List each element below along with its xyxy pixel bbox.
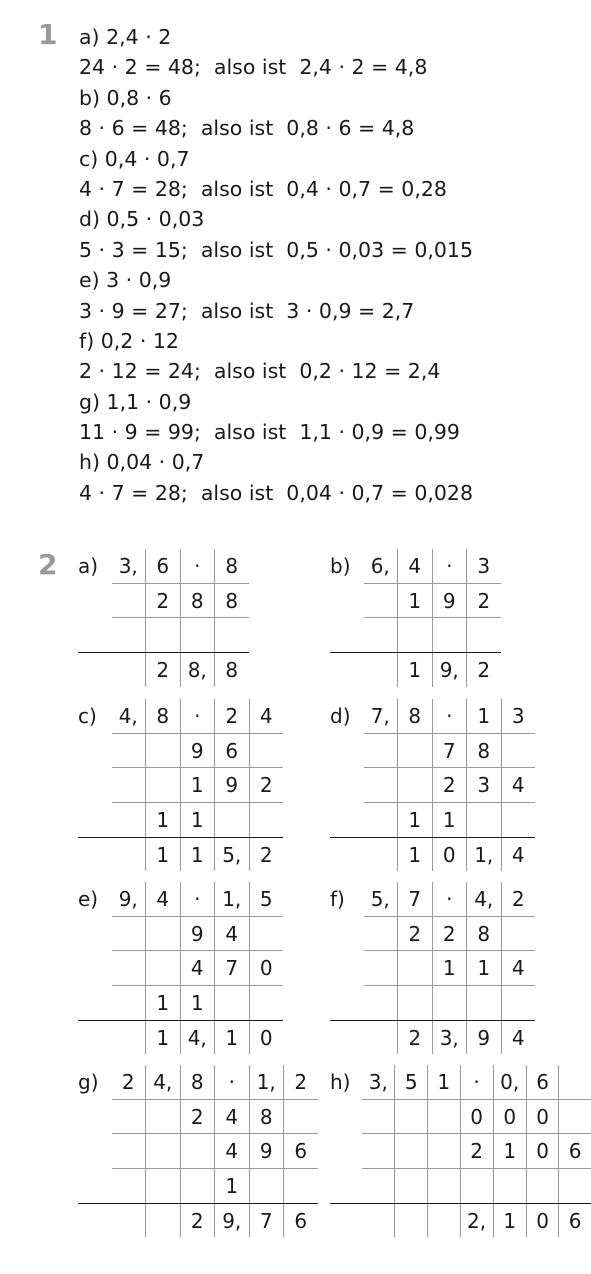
grid-cell: 1 bbox=[398, 583, 433, 618]
grid-cell bbox=[493, 1169, 526, 1204]
grid-cell: 2 bbox=[477, 657, 491, 682]
grid-cell: 8 bbox=[215, 583, 249, 618]
grid-cell: 1 bbox=[180, 986, 215, 1021]
grid-cell bbox=[112, 768, 146, 803]
grid-cell bbox=[364, 951, 398, 986]
grid-cell: 8 bbox=[249, 1099, 284, 1134]
grid-cell: 6, bbox=[364, 549, 398, 583]
grid-cell bbox=[112, 1203, 146, 1237]
blank-cell bbox=[78, 653, 112, 687]
grid-cell bbox=[501, 733, 535, 768]
grid-cell: 3 bbox=[467, 549, 501, 583]
grid-cell: 0 bbox=[432, 837, 467, 871]
grid-cell bbox=[249, 733, 283, 768]
exercise-1-solutions bbox=[79, 22, 473, 508]
line-e-task: e) 3 · 0,9 bbox=[79, 268, 172, 293]
grid-cell bbox=[112, 1134, 146, 1169]
grid-cell: 2 bbox=[180, 1203, 215, 1237]
blank-cell bbox=[330, 733, 364, 768]
grid-cell bbox=[284, 1099, 318, 1134]
grid-cell: 1 bbox=[432, 951, 467, 986]
grid-cell: 1 bbox=[180, 803, 215, 838]
grid-cell bbox=[146, 1203, 181, 1237]
grid-cell: 4 bbox=[501, 768, 535, 803]
line-d-solution: 5 · 3 = 15; also ist 0,5 · 0,03 = 0,015 bbox=[79, 237, 474, 262]
grid-cell bbox=[364, 733, 398, 768]
grid-cell bbox=[362, 1203, 395, 1237]
line-g-task: g) 1,1 · 0,9 bbox=[79, 389, 192, 414]
grid-cell: 9 bbox=[215, 768, 250, 803]
grid-cell: · bbox=[180, 882, 215, 916]
blank-cell bbox=[330, 803, 364, 838]
grid-cell: 9 bbox=[467, 1020, 502, 1054]
grid-cell bbox=[364, 768, 398, 803]
grid-cell bbox=[249, 1169, 284, 1204]
grid-cell bbox=[398, 951, 433, 986]
blank-cell bbox=[78, 768, 112, 803]
multiplication-grid-h bbox=[330, 1065, 591, 1237]
blank-cell bbox=[78, 618, 112, 653]
grid-cell: 2 bbox=[259, 842, 273, 867]
grid-cell: 2 bbox=[432, 916, 467, 951]
grid-cell bbox=[249, 803, 283, 838]
grid-cell: 0 bbox=[249, 951, 283, 986]
grid-cell: 1 bbox=[427, 1065, 460, 1099]
line-b-solution: 8 · 6 = 48; also ist 0,8 · 6 = 4,8 bbox=[79, 116, 415, 141]
grid-cell: 1, bbox=[215, 882, 250, 916]
grid-cell: 9, bbox=[112, 882, 146, 916]
grid-cell: 8 bbox=[467, 916, 502, 951]
blank-cell bbox=[330, 1134, 362, 1169]
exercise-number-2: 2 bbox=[38, 548, 58, 581]
grid-cell bbox=[460, 1169, 493, 1204]
grid-cell: 2 bbox=[460, 1134, 493, 1169]
line-d-task: d) 0,5 · 0,03 bbox=[79, 207, 205, 232]
blank-cell bbox=[330, 916, 364, 951]
grid-cell: 9, bbox=[432, 653, 467, 687]
grid-cell: 1 bbox=[432, 803, 467, 838]
grid-cell: 9, bbox=[215, 1203, 250, 1237]
blank-cell bbox=[330, 951, 364, 986]
grid-cell: 0, bbox=[493, 1065, 526, 1099]
grid-cell: 1 bbox=[467, 951, 502, 986]
grid-cell: 4 bbox=[501, 951, 535, 986]
grid-cell: 2 bbox=[467, 583, 501, 618]
grid-cell: 8 bbox=[467, 733, 502, 768]
grid-cell: 6 bbox=[559, 1134, 591, 1169]
grid-cell: 2 bbox=[501, 882, 535, 916]
grid-cell bbox=[112, 1169, 146, 1204]
grid-cell: · bbox=[432, 549, 467, 583]
grid-cell bbox=[501, 803, 535, 838]
line-c-task: c) 0,4 · 0,7 bbox=[79, 146, 190, 171]
grid-cell: 2, bbox=[460, 1203, 493, 1237]
grid-cell bbox=[249, 986, 283, 1021]
grid-cell bbox=[146, 951, 181, 986]
blank-cell bbox=[78, 803, 112, 838]
grid-cell: 8 bbox=[180, 583, 215, 618]
line-a-task: a) 2,4 · 2 bbox=[79, 25, 172, 49]
grid-cell bbox=[395, 1169, 428, 1204]
line-f-solution: 2 · 12 = 24; also ist 0,2 · 12 = 2,4 bbox=[79, 359, 441, 384]
grid-cell: 5 bbox=[395, 1065, 428, 1099]
grid-cell bbox=[146, 916, 181, 951]
grid-cell: · bbox=[432, 882, 467, 916]
blank-cell bbox=[78, 951, 112, 986]
line-e-solution: 3 · 9 = 27; also ist 3 · 0,9 = 2,7 bbox=[79, 298, 415, 323]
grid-cell: 4 bbox=[398, 549, 433, 583]
problem-label: c) bbox=[78, 704, 97, 729]
grid-cell bbox=[180, 1169, 215, 1204]
grid-cell: 8 bbox=[215, 549, 249, 583]
grid-cell: 6 bbox=[284, 1134, 318, 1169]
blank-cell bbox=[78, 1099, 112, 1134]
grid-cell: 9 bbox=[249, 1134, 284, 1169]
grid-cell: 4 bbox=[215, 1134, 250, 1169]
grid-cell: 7, bbox=[364, 699, 398, 733]
grid-cell: 5 bbox=[249, 882, 283, 916]
problem-label: g) bbox=[78, 1070, 99, 1095]
grid-cell: 6 bbox=[526, 1065, 559, 1099]
grid-cell: 2 bbox=[249, 768, 283, 803]
grid-cell: 4 bbox=[511, 842, 525, 867]
line-f-task: f) 0,2 · 12 bbox=[79, 328, 179, 353]
grid-cell bbox=[364, 837, 398, 871]
grid-cell: 3, bbox=[112, 549, 146, 583]
blank-cell bbox=[78, 733, 112, 768]
blank-cell bbox=[330, 1203, 362, 1237]
grid-cell: 1 bbox=[493, 1134, 526, 1169]
line-b-task: b) 0,8 · 6 bbox=[79, 85, 172, 110]
problem-label: a) bbox=[78, 554, 99, 579]
grid-cell: 4, bbox=[146, 1065, 181, 1099]
grid-cell bbox=[364, 803, 398, 838]
grid-cell bbox=[112, 653, 146, 687]
grid-cell bbox=[112, 951, 146, 986]
line-h-task: h) 0,04 · 0,7 bbox=[79, 450, 205, 475]
grid-cell bbox=[501, 986, 535, 1021]
grid-cell: · bbox=[432, 699, 467, 733]
grid-cell: · bbox=[215, 1065, 250, 1099]
grid-cell bbox=[559, 1099, 591, 1134]
grid-cell bbox=[112, 803, 146, 838]
grid-cell bbox=[427, 1203, 460, 1237]
grid-cell: 0 bbox=[526, 1099, 559, 1134]
grid-cell: 4 bbox=[215, 1099, 250, 1134]
grid-cell: 0 bbox=[259, 1025, 273, 1050]
multiplication-grid-g bbox=[78, 1065, 318, 1237]
grid-cell: 1 bbox=[215, 1169, 250, 1204]
grid-cell bbox=[215, 986, 250, 1021]
grid-cell bbox=[398, 768, 433, 803]
grid-cell bbox=[467, 618, 501, 653]
grid-cell bbox=[112, 733, 146, 768]
grid-cell: 6 bbox=[146, 549, 181, 583]
grid-cell: 4, bbox=[112, 699, 146, 733]
grid-cell: 1 bbox=[146, 986, 181, 1021]
grid-cell: 0 bbox=[526, 1134, 559, 1169]
grid-cell: 4 bbox=[511, 1025, 525, 1050]
grid-cell: 4 bbox=[249, 699, 283, 733]
blank-cell bbox=[78, 916, 112, 951]
blank-cell bbox=[78, 837, 112, 871]
grid-cell bbox=[112, 1020, 146, 1054]
grid-cell bbox=[364, 583, 398, 618]
grid-cell: 7 bbox=[215, 951, 250, 986]
blank-cell bbox=[330, 986, 364, 1021]
grid-cell bbox=[215, 803, 250, 838]
grid-cell: 6 bbox=[215, 733, 250, 768]
grid-cell: 1 bbox=[180, 768, 215, 803]
grid-cell bbox=[146, 733, 181, 768]
blank-cell bbox=[330, 1020, 364, 1054]
grid-cell: 2 bbox=[215, 699, 250, 733]
grid-cell: 2 bbox=[284, 1065, 318, 1099]
grid-cell: 9 bbox=[432, 583, 467, 618]
grid-cell bbox=[364, 986, 398, 1021]
grid-cell bbox=[112, 583, 146, 618]
grid-cell bbox=[146, 1099, 181, 1134]
grid-cell: 2 bbox=[146, 583, 181, 618]
grid-cell: 2 bbox=[398, 916, 433, 951]
line-g-solution: 11 · 9 = 99; also ist 1,1 · 0,9 = 0,99 bbox=[79, 420, 460, 445]
grid-cell bbox=[180, 618, 215, 653]
grid-cell bbox=[467, 803, 502, 838]
blank-cell bbox=[78, 1020, 112, 1054]
grid-cell: 5, bbox=[215, 837, 250, 871]
grid-cell: 1 bbox=[215, 1020, 250, 1054]
grid-cell bbox=[364, 618, 398, 653]
grid-cell bbox=[112, 618, 146, 653]
grid-cell bbox=[395, 1134, 428, 1169]
grid-cell: 7 bbox=[249, 1203, 284, 1237]
grid-cell: · bbox=[180, 549, 215, 583]
grid-cell: · bbox=[180, 699, 215, 733]
grid-cell bbox=[398, 986, 433, 1021]
blank-cell bbox=[330, 583, 364, 618]
grid-cell bbox=[395, 1099, 428, 1134]
grid-cell: 3, bbox=[362, 1065, 395, 1099]
multiplication-grid-a bbox=[78, 549, 249, 687]
grid-cell bbox=[501, 916, 535, 951]
blank-cell bbox=[78, 1169, 112, 1204]
grid-cell: 1, bbox=[467, 837, 502, 871]
grid-cell: 2 bbox=[146, 653, 181, 687]
blank-cell bbox=[78, 583, 112, 618]
grid-cell: 1 bbox=[146, 1020, 181, 1054]
multiplication-grid-d bbox=[330, 699, 535, 871]
grid-cell: 6 bbox=[568, 1208, 582, 1233]
grid-cell bbox=[395, 1203, 428, 1237]
grid-cell: 8 bbox=[146, 699, 181, 733]
grid-cell: 4, bbox=[180, 1020, 215, 1054]
grid-cell bbox=[146, 618, 181, 653]
grid-cell bbox=[112, 916, 146, 951]
grid-cell: 2 bbox=[432, 768, 467, 803]
blank-cell bbox=[78, 986, 112, 1021]
grid-cell bbox=[180, 1134, 215, 1169]
blank-cell bbox=[330, 837, 364, 871]
blank-cell bbox=[330, 653, 364, 687]
problem-label: b) bbox=[330, 554, 351, 579]
grid-cell bbox=[427, 1099, 460, 1134]
blank-cell bbox=[330, 618, 364, 653]
grid-cell bbox=[467, 986, 502, 1021]
grid-cell bbox=[249, 916, 283, 951]
grid-cell: 9 bbox=[180, 733, 215, 768]
grid-cell: 4, bbox=[467, 882, 502, 916]
grid-cell bbox=[398, 618, 433, 653]
grid-cell bbox=[559, 1169, 591, 1204]
grid-cell bbox=[526, 1169, 559, 1204]
exercise-number-1: 1 bbox=[38, 18, 58, 51]
grid-cell: 3 bbox=[501, 699, 535, 733]
grid-cell bbox=[284, 1169, 318, 1204]
grid-cell: 2 bbox=[398, 1020, 433, 1054]
grid-cell: 8, bbox=[180, 653, 215, 687]
grid-cell bbox=[112, 837, 146, 871]
grid-cell bbox=[215, 618, 249, 653]
grid-cell bbox=[146, 1134, 181, 1169]
grid-cell bbox=[146, 1169, 181, 1204]
grid-cell: 0 bbox=[493, 1099, 526, 1134]
grid-cell: 7 bbox=[398, 882, 433, 916]
problem-label: d) bbox=[330, 704, 351, 729]
blank-cell bbox=[78, 1134, 112, 1169]
grid-cell bbox=[427, 1169, 460, 1204]
problem-label: e) bbox=[78, 887, 99, 912]
grid-cell: 0 bbox=[460, 1099, 493, 1134]
line-c-solution: 4 · 7 = 28; also ist 0,4 · 0,7 = 0,28 bbox=[79, 176, 447, 201]
grid-cell: 1 bbox=[467, 699, 502, 733]
grid-cell: 2 bbox=[112, 1065, 146, 1099]
grid-cell: 4 bbox=[146, 882, 181, 916]
grid-cell: 1 bbox=[146, 803, 181, 838]
grid-cell: 3 bbox=[467, 768, 502, 803]
grid-cell bbox=[362, 1169, 395, 1204]
line-h-solution: 4 · 7 = 28; also ist 0,04 · 0,7 = 0,028 bbox=[79, 480, 474, 505]
grid-cell: 1 bbox=[398, 837, 433, 871]
grid-cell bbox=[362, 1134, 395, 1169]
multiplication-grid-b bbox=[330, 549, 501, 687]
grid-cell bbox=[364, 916, 398, 951]
grid-cell: · bbox=[460, 1065, 493, 1099]
grid-cell bbox=[432, 986, 467, 1021]
blank-cell bbox=[78, 1203, 112, 1237]
grid-cell: 6 bbox=[294, 1208, 308, 1233]
grid-cell: 1 bbox=[180, 837, 215, 871]
grid-cell: 5, bbox=[364, 882, 398, 916]
blank-cell bbox=[330, 768, 364, 803]
line-a-solution: 24 · 2 = 48; also ist 2,4 · 2 = 4,8 bbox=[79, 55, 428, 80]
grid-cell bbox=[398, 733, 433, 768]
grid-cell: 1 bbox=[493, 1203, 526, 1237]
grid-cell: 7 bbox=[432, 733, 467, 768]
grid-cell: 1 bbox=[398, 653, 433, 687]
multiplication-grid-e bbox=[78, 882, 283, 1054]
grid-cell bbox=[146, 768, 181, 803]
grid-cell: 8 bbox=[398, 699, 433, 733]
grid-cell: 0 bbox=[526, 1203, 559, 1237]
grid-cell: 1 bbox=[398, 803, 433, 838]
grid-cell bbox=[432, 618, 467, 653]
grid-cell: 8 bbox=[180, 1065, 215, 1099]
grid-cell: 4 bbox=[215, 916, 250, 951]
grid-cell bbox=[559, 1065, 591, 1099]
grid-cell: 9 bbox=[180, 916, 215, 951]
grid-cell: 1 bbox=[146, 837, 181, 871]
grid-cell bbox=[427, 1134, 460, 1169]
grid-cell bbox=[112, 986, 146, 1021]
problem-label: h) bbox=[330, 1070, 351, 1095]
grid-cell bbox=[364, 653, 398, 687]
grid-cell: 2 bbox=[180, 1099, 215, 1134]
blank-cell bbox=[330, 1099, 362, 1134]
grid-cell: 8 bbox=[225, 657, 239, 682]
blank-cell bbox=[330, 1169, 362, 1204]
grid-cell: 1, bbox=[249, 1065, 284, 1099]
grid-cell bbox=[112, 1099, 146, 1134]
grid-cell bbox=[364, 1020, 398, 1054]
grid-cell bbox=[362, 1099, 395, 1134]
problem-label: f) bbox=[330, 887, 345, 912]
multiplication-grid-c bbox=[78, 699, 283, 871]
grid-cell: 3, bbox=[432, 1020, 467, 1054]
grid-cell: 4 bbox=[180, 951, 215, 986]
multiplication-grid-f bbox=[330, 882, 535, 1054]
